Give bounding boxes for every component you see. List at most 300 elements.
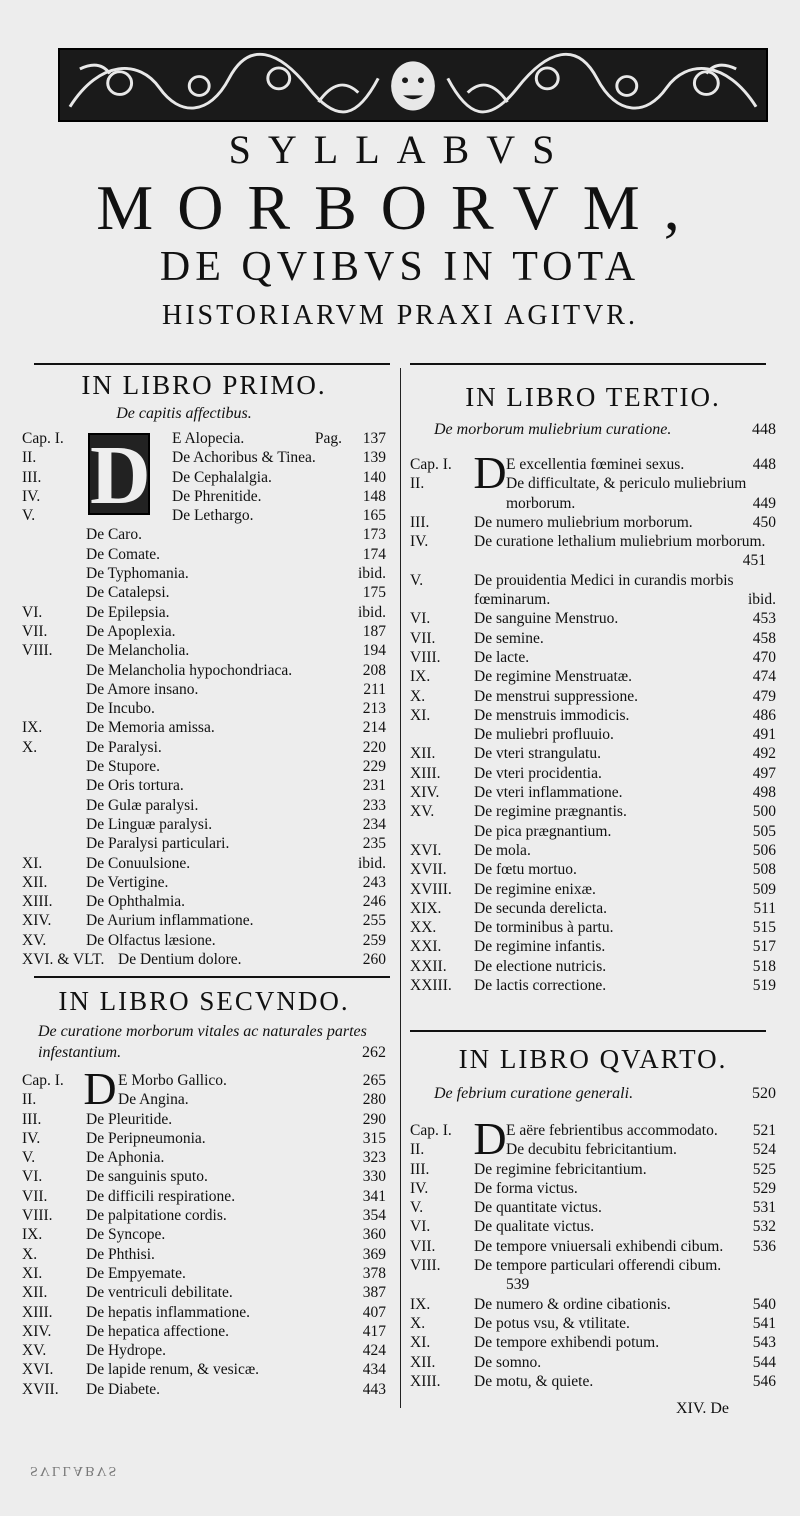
entry-title: De decubitu febricitantium. — [506, 1141, 677, 1159]
entry-title: De Melancholia hypochondriaca. — [86, 661, 293, 679]
entry-page: 231 — [362, 777, 386, 795]
title-de-quibus: DE QVIBVS IN TOTA — [159, 244, 641, 290]
list-item — [410, 1295, 776, 1314]
chapter-number: XXI. — [410, 938, 442, 956]
entry-title: De Hydrope. — [86, 1342, 167, 1360]
entry-title: De prouidentia Medici in curandis morbis fœminarum. — [474, 571, 734, 609]
list-item — [410, 880, 776, 899]
chapter-number: XII. — [22, 1284, 48, 1302]
entry-title: E aëre febrientibus accommodato. — [506, 1122, 718, 1139]
entry-page: 378 — [362, 1264, 386, 1282]
list-item — [22, 564, 386, 583]
entry-page: 529 — [752, 1179, 776, 1197]
list-item — [410, 532, 776, 571]
entry-title: De regimine prægnantis. — [474, 803, 627, 821]
list-item — [410, 802, 776, 821]
list-item — [410, 1160, 776, 1179]
chapter-number: II. — [410, 1141, 425, 1159]
list-item — [22, 815, 386, 834]
entry-title: De Linguæ paralysi. — [86, 815, 213, 833]
book4-subtitle — [410, 1085, 776, 1103]
entry-page: ibid. — [358, 854, 386, 872]
list-item — [22, 1206, 386, 1225]
list-item — [410, 474, 776, 513]
book3-subtitle-page: 448 — [752, 421, 776, 438]
entry-title: De mola. — [474, 841, 531, 859]
chapter-number: XV. — [22, 931, 47, 949]
entry-title: De Incubo. — [86, 700, 155, 718]
entry-page: 450 — [752, 513, 776, 531]
list-item — [22, 699, 386, 718]
list-item — [410, 1372, 776, 1391]
chapter-number: XIV. — [22, 912, 52, 930]
entry-title: De torminibus à partu. — [474, 919, 614, 937]
entry-page: 532 — [752, 1218, 776, 1236]
chapter-number: XIV. — [410, 784, 440, 802]
entry-page: 546 — [752, 1372, 776, 1390]
list-item — [22, 757, 386, 776]
chapter-number: VIII. — [22, 1207, 53, 1225]
list-item — [22, 1283, 386, 1302]
chapter-number: IX. — [410, 668, 431, 686]
entry-page: 187 — [362, 622, 386, 640]
chapter-number: XIII. — [410, 764, 441, 782]
entry-page: 369 — [362, 1245, 386, 1263]
list-item — [22, 641, 386, 660]
entry-page: 220 — [362, 738, 386, 756]
chapter-number: V. — [410, 1199, 424, 1217]
entry-page: 323 — [362, 1149, 386, 1167]
entry-page: 229 — [362, 758, 386, 776]
entry-title: De regimine Menstruatæ. — [474, 668, 632, 686]
chapter-number: II. — [22, 1091, 37, 1109]
entry-page: 173 — [362, 526, 386, 544]
book1-dropcap: D — [90, 429, 151, 522]
entry-page: 354 — [362, 1207, 386, 1225]
entry-page: 330 — [362, 1168, 386, 1186]
entry-title: De Diabete. — [86, 1380, 161, 1398]
chapter-number: IX. — [22, 1226, 43, 1244]
rule-left-2 — [34, 976, 390, 978]
entry-title: De Cephalalgia. — [172, 468, 272, 486]
chapter-number: XVIII. — [410, 880, 452, 898]
entry-title: De motu, & quiete. — [474, 1372, 594, 1390]
entry-page: 531 — [752, 1199, 776, 1217]
chapter-number: IV. — [22, 487, 41, 505]
list-item — [410, 937, 776, 956]
entry-title: De Conuulsione. — [86, 854, 191, 872]
entry-page: 424 — [362, 1342, 386, 1360]
entry-title: De vteri strangulatu. — [474, 745, 601, 763]
entry-title: De Dentium dolore. — [118, 951, 242, 969]
entry-page: 519 — [752, 977, 776, 995]
entry-title: De lapide renum, & vesicæ. — [86, 1361, 260, 1379]
list-item — [410, 918, 776, 937]
list-item — [22, 1090, 386, 1109]
list-item — [410, 609, 776, 628]
entry-page: 137 — [362, 430, 386, 447]
entry-page: 290 — [362, 1110, 386, 1128]
book4-dropcap: D — [473, 1113, 507, 1164]
entry-title: De difficultate, & periculo muliebrium morborum. — [506, 475, 747, 512]
list-item — [410, 1179, 776, 1198]
entry-page: 315 — [362, 1129, 386, 1147]
entry-page: 434 — [362, 1361, 386, 1379]
entry-page: 540 — [752, 1295, 776, 1313]
entry-page: 539 — [506, 1276, 530, 1294]
list-item — [410, 1333, 776, 1352]
list-item — [410, 860, 776, 879]
chapter-number: XVII. — [410, 861, 447, 879]
entry-title: De Olfactus læsione. — [86, 931, 216, 949]
entry-page: 259 — [362, 931, 386, 949]
entry-page: 417 — [362, 1322, 386, 1340]
entry-page: 260 — [362, 951, 386, 969]
list-item — [410, 1217, 776, 1236]
entry-title: De potus vsu, & vtilitate. — [474, 1314, 630, 1332]
chapter-number: X. — [22, 1245, 38, 1263]
list-item — [22, 603, 386, 622]
chapter-number: IX. — [410, 1295, 431, 1313]
entry-title: De hepatica affectione. — [86, 1322, 230, 1340]
entry-page: 213 — [362, 700, 386, 718]
list-item — [22, 873, 386, 892]
title-syllabus: SYLLABVS — [228, 127, 572, 172]
entry-page: 246 — [362, 893, 386, 911]
section-book2 — [22, 986, 386, 1399]
entry-page: 243 — [362, 873, 386, 891]
entry-page: 479 — [752, 687, 776, 705]
entry-page: 518 — [752, 957, 776, 975]
entry-page: 486 — [752, 706, 776, 724]
entry-page: 387 — [362, 1284, 386, 1302]
chapter-number: VI. — [22, 603, 43, 621]
entry-title: De numero & ordine cibationis. — [474, 1295, 671, 1313]
entry-title: De menstrui suppressione. — [474, 687, 639, 705]
list-item — [22, 796, 386, 815]
entry-page: 211 — [363, 680, 386, 698]
entry-title: De Epilepsia. — [86, 603, 170, 621]
list-item — [410, 783, 776, 802]
list-item — [22, 1110, 386, 1129]
chapter-number: XI. — [410, 706, 431, 724]
chapter-number: III. — [410, 513, 430, 531]
rule-right — [410, 363, 766, 365]
entry-title: De lactis correctione. — [474, 977, 607, 995]
entry-page: 498 — [752, 784, 776, 802]
entry-title: De Phrenitide. — [172, 487, 262, 505]
entry-page: 140 — [362, 468, 386, 486]
chapter-number: XXIII. — [410, 977, 452, 995]
list-item — [410, 687, 776, 706]
catchword: XIV. De — [676, 1400, 730, 1417]
book3-heading: IN LIBRO TERTIO. — [465, 382, 721, 412]
ornamental-headpiece — [58, 48, 768, 122]
entry-title: E Morbo Gallico. — [118, 1072, 227, 1089]
entry-page: ibid. — [358, 565, 386, 583]
chapter-number: XVII. — [22, 1380, 59, 1398]
list-item — [410, 1256, 776, 1295]
entry-page: 509 — [752, 880, 776, 898]
chapter-number: XVI. & VLT. — [22, 951, 105, 969]
chapter-number: II. — [22, 449, 37, 467]
book3-list — [410, 447, 776, 995]
section-book4 — [410, 1044, 776, 1391]
chapter-number: III. — [22, 1110, 42, 1128]
chapter-number: XVI. — [410, 841, 442, 859]
entry-title: De Angina. — [118, 1091, 189, 1109]
chapter-number: VII. — [22, 622, 48, 640]
chapter-number: XII. — [22, 873, 48, 891]
chapter-number: VII. — [410, 1237, 436, 1255]
chapter-number: VI. — [410, 610, 431, 628]
entry-title: De curatione lethalium muliebrium morborum. — [474, 533, 766, 551]
entry-title: De palpitatione cordis. — [86, 1207, 227, 1225]
entry-page: 174 — [362, 545, 386, 563]
entry-title: De sanguine Menstruo. — [474, 610, 619, 628]
list-item — [22, 931, 386, 950]
entry-title: De Syncope. — [86, 1226, 166, 1244]
entry-page: 451 — [742, 552, 766, 570]
list-item — [22, 1225, 386, 1244]
chapter-number: VI. — [22, 1168, 43, 1186]
list-item — [410, 725, 776, 744]
list-item — [22, 1380, 386, 1399]
list-item — [410, 1353, 776, 1372]
list-item — [410, 1140, 776, 1159]
book3-subtitle — [410, 421, 776, 439]
entry-title: De regimine infantis. — [474, 938, 606, 956]
chapter-number: XX. — [410, 919, 437, 937]
entry-title: De Typhomania. — [86, 565, 189, 583]
entry-title: De vteri procidentia. — [474, 764, 602, 782]
chapter-number: III. — [22, 468, 42, 486]
pag-label: Pag. — [314, 430, 342, 447]
entry-title: De menstruis immodicis. — [474, 706, 630, 724]
book1-heading: IN LIBRO PRIMO. — [81, 370, 327, 400]
book1-list — [22, 429, 386, 969]
chapter-number: XI. — [410, 1334, 431, 1352]
rule-left — [34, 363, 390, 365]
chapter-number: VII. — [22, 1187, 48, 1205]
list-item — [410, 1237, 776, 1256]
entry-page: 448 — [752, 456, 776, 473]
list-item — [410, 764, 776, 783]
list-item — [22, 1187, 386, 1206]
entry-page: 517 — [752, 938, 776, 956]
book2-dropcap: D — [83, 1063, 117, 1114]
list-item — [410, 706, 776, 725]
list-item — [410, 822, 776, 841]
entry-page: 543 — [752, 1334, 776, 1352]
list-item — [22, 506, 386, 525]
chapter-number: X. — [22, 738, 38, 756]
entry-title: De Caro. — [86, 526, 142, 544]
chapter-number: Cap. I. — [410, 1122, 452, 1139]
list-item — [22, 738, 386, 757]
list-item — [22, 776, 386, 795]
entry-page: 449 — [752, 494, 776, 512]
entry-title: De forma victus. — [474, 1179, 578, 1197]
entry-title: De Apoplexia. — [86, 622, 176, 640]
entry-title: De electione nutricis. — [474, 957, 607, 975]
entry-title: De Achoribus & Tinea. — [172, 449, 316, 467]
list-item — [22, 680, 386, 699]
entry-page: 341 — [362, 1187, 386, 1205]
entry-page: 536 — [752, 1237, 776, 1255]
entry-title: De Amore insano. — [86, 680, 199, 698]
entry-title: De Catalepsi. — [86, 584, 170, 602]
entry-title: De semine. — [474, 629, 544, 647]
chapter-number: XV. — [410, 803, 435, 821]
entry-page: 541 — [752, 1314, 776, 1332]
list-item — [22, 1303, 386, 1322]
list-item — [22, 545, 386, 564]
entry-title: De hepatis inflammatione. — [86, 1303, 250, 1321]
entry-page: 492 — [752, 745, 776, 763]
entry-title: De lacte. — [474, 648, 530, 666]
entry-page: 515 — [752, 919, 776, 937]
chapter-number: XII. — [410, 1353, 436, 1371]
chapter-number: VIII. — [410, 648, 441, 666]
list-item — [410, 648, 776, 667]
entry-title: De qualitate victus. — [474, 1218, 595, 1236]
entry-page: 407 — [362, 1303, 386, 1321]
entry-page: 360 — [362, 1226, 386, 1244]
list-item — [410, 571, 776, 610]
entry-title: De Lethargo. — [172, 507, 254, 525]
book4-heading: IN LIBRO QVARTO. — [458, 1044, 728, 1074]
entry-page: 255 — [362, 912, 386, 930]
entry-title: De tempore vniuersali exhibendi cibum. — [474, 1237, 724, 1255]
list-item — [22, 487, 386, 506]
entry-page: 544 — [752, 1353, 776, 1371]
list-item — [410, 841, 776, 860]
title-morborum: MORBORVM, — [96, 172, 704, 243]
chapter-number: VIII. — [22, 642, 53, 660]
entry-title: E excellentia fœminei sexus. — [506, 456, 685, 473]
entry-page: 524 — [752, 1141, 776, 1159]
book3-dropcap: D — [473, 447, 507, 498]
entry-title: De Memoria amissa. — [86, 719, 215, 737]
list-item — [22, 1129, 386, 1148]
entry-page: 470 — [752, 648, 776, 666]
list-item — [22, 911, 386, 930]
entry-title: De Aurium inflammatione. — [86, 912, 254, 930]
book2-list — [22, 1063, 386, 1399]
chapter-number: XII. — [410, 745, 436, 763]
entry-title: De secunda derelicta. — [474, 899, 607, 917]
list-item — [22, 1322, 386, 1341]
rule-right-2 — [410, 1030, 766, 1032]
chapter-number: VII. — [410, 629, 436, 647]
entry-title: De Vertigine. — [86, 873, 169, 891]
entry-page: 148 — [362, 487, 386, 505]
entry-page: 265 — [362, 1072, 386, 1089]
chapter-number: Cap. I. — [22, 430, 64, 447]
list-item — [410, 744, 776, 763]
list-item — [22, 1148, 386, 1167]
entry-page: 497 — [752, 764, 776, 782]
chapter-number: XI. — [22, 1264, 43, 1282]
entry-page: 139 — [362, 449, 386, 467]
list-item — [410, 1121, 776, 1140]
list-item — [22, 854, 386, 873]
chapter-number: VI. — [410, 1218, 431, 1236]
chapter-number: XIII. — [410, 1372, 441, 1390]
entry-page: 458 — [752, 629, 776, 647]
chapter-number: XIX. — [410, 899, 442, 917]
entry-page: 508 — [752, 861, 776, 879]
entry-title: De numero muliebrium morborum. — [474, 513, 693, 531]
list-item — [22, 1071, 386, 1090]
entry-title: E Alopecia. — [172, 430, 245, 447]
chapter-number: XVI. — [22, 1361, 54, 1379]
entry-page: 194 — [362, 642, 386, 660]
book2-heading: IN LIBRO SECVNDO. — [58, 986, 350, 1016]
entry-title: De tempore particulari offerendi cibum. — [474, 1257, 722, 1275]
chapter-number: IX. — [22, 719, 43, 737]
entry-title: De pica prægnantium. — [474, 822, 612, 840]
list-item — [22, 950, 386, 969]
entry-page: ibid. — [358, 603, 386, 621]
chapter-number: XI. — [22, 854, 43, 872]
book2-subtitle — [22, 1021, 386, 1063]
entry-page: 505 — [752, 822, 776, 840]
show-through-text: SVLLABVS — [30, 1463, 119, 1478]
list-item — [410, 1314, 776, 1333]
entry-page: 208 — [362, 661, 386, 679]
book1-subtitle: De capitis affectibus. — [116, 405, 252, 422]
entry-page: 165 — [362, 507, 386, 525]
list-item — [22, 1167, 386, 1186]
entry-title: De quantitate victus. — [474, 1199, 602, 1217]
entry-page: ibid. — [748, 591, 776, 609]
entry-page: 453 — [752, 610, 776, 628]
book3-subtitle-text: De morborum muliebrium curatione. — [434, 421, 672, 438]
entry-title: De Paralysi particulari. — [86, 835, 230, 853]
chapter-number: VIII. — [410, 1257, 441, 1275]
entry-title: De vteri inflammatione. — [474, 784, 623, 802]
list-item — [410, 899, 776, 918]
entry-title: De Melancholia. — [86, 642, 190, 660]
list-item — [22, 834, 386, 853]
entry-title: De Phthisi. — [86, 1245, 155, 1263]
list-item — [22, 448, 386, 467]
list-item — [22, 892, 386, 911]
chapter-number: X. — [410, 1314, 426, 1332]
list-item — [22, 718, 386, 737]
entry-title: De tempore exhibendi potum. — [474, 1334, 660, 1352]
entry-title: De Comate. — [86, 545, 161, 563]
book2-subtitle-page: 262 — [362, 1044, 386, 1061]
list-item — [22, 525, 386, 544]
book4-list — [410, 1113, 776, 1391]
entry-page: 474 — [752, 668, 776, 686]
entry-title: De Empyemate. — [86, 1264, 186, 1282]
list-item — [410, 513, 776, 532]
list-item — [410, 957, 776, 976]
list-item — [410, 629, 776, 648]
entry-page: 235 — [362, 835, 386, 853]
entry-title: De Aphonia. — [86, 1149, 165, 1167]
chapter-number: V. — [410, 571, 424, 589]
entry-page: 521 — [752, 1122, 776, 1139]
entry-page: 491 — [752, 726, 776, 744]
entry-title: De Peripneumonia. — [86, 1129, 206, 1147]
book4-subtitle-text: De febrium curatione generali. — [434, 1085, 634, 1102]
entry-page: 506 — [752, 841, 776, 859]
